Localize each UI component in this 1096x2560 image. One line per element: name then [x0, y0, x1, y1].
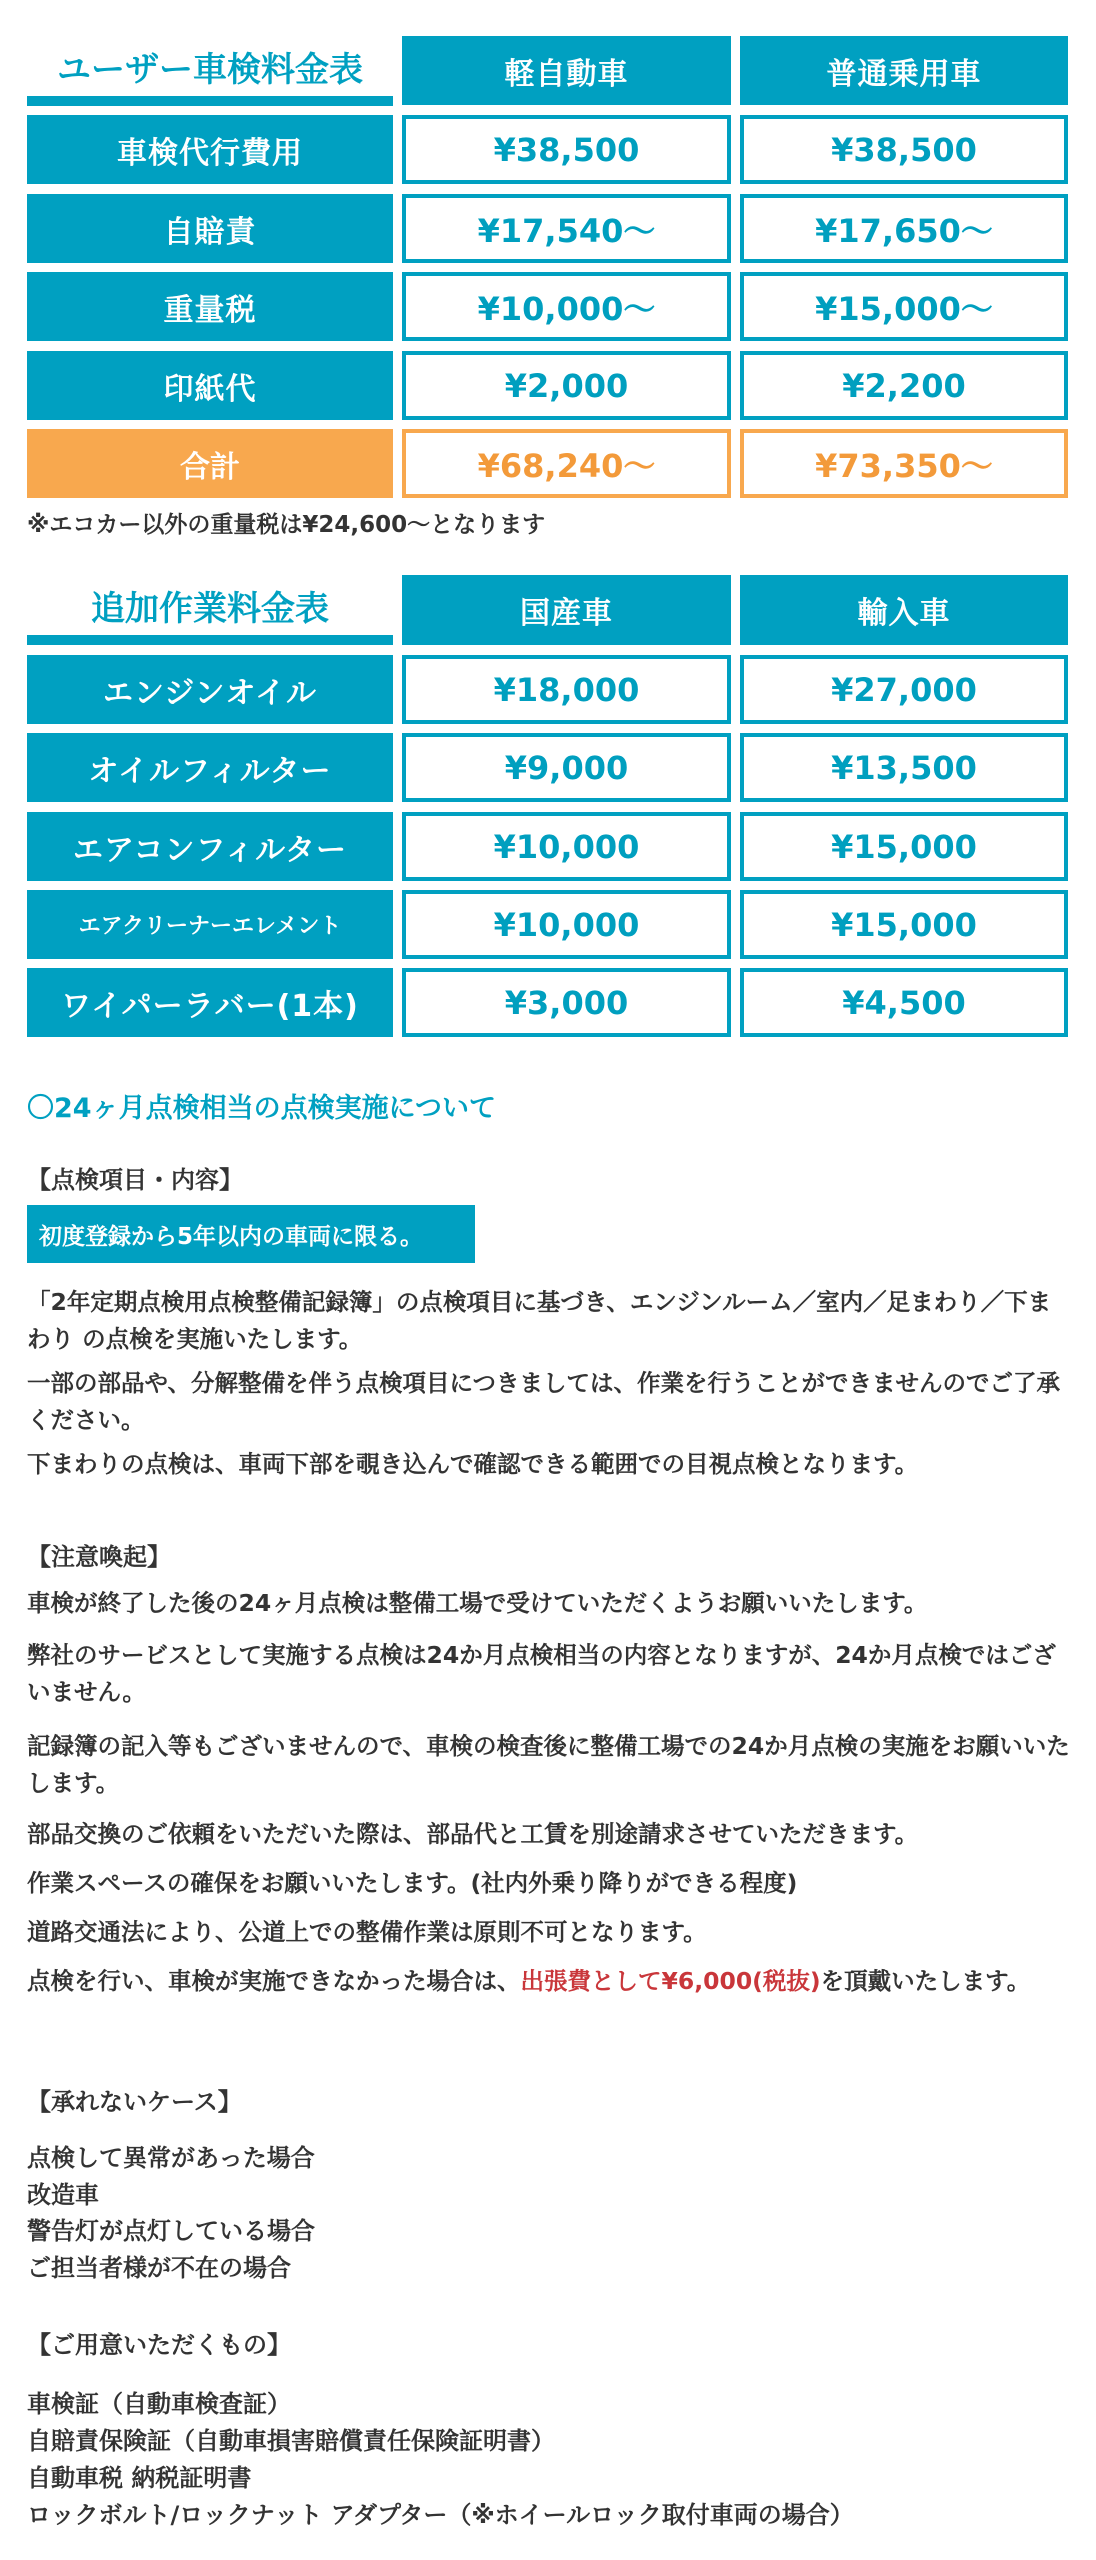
price-cell: ¥2,000 [402, 351, 731, 420]
row-label-insurance: 自賠責 [27, 194, 393, 263]
row-label-ac-filter: エアコンフィルター [27, 812, 393, 881]
price-cell: ¥15,000～ [740, 272, 1068, 341]
paragraph: 下まわりの点検は、車両下部を覗き込んで確認できる範囲での目視点検となります。 [27, 1450, 919, 1478]
list-item: 車検証（自動車検査証） [27, 2390, 291, 2418]
price-cell: ¥10,000～ [402, 272, 731, 341]
list-item: 警告灯が点灯している場合 [27, 2217, 315, 2245]
paragraph: 弊社のサービスとして実施する点検は24か月点検相当の内容となりますが、24か月点検ではございません。 [27, 1641, 1056, 1706]
table-title: 追加作業料金表 [91, 589, 329, 629]
list-item: 自動車税 納税証明書 [27, 2464, 252, 2492]
price-cell: ¥17,540～ [402, 194, 731, 263]
price-cell: ¥2,200 [740, 351, 1068, 420]
row-label-total: 合計 [27, 429, 393, 498]
column-header-futsu: 普通乗用車 [740, 36, 1068, 105]
price-cell: ¥13,500 [740, 733, 1068, 802]
row-label-air-cleaner: エアクリーナーエレメント [27, 890, 393, 959]
row-label-stamp-fee: 印紙代 [27, 351, 393, 420]
price-cell: ¥4,500 [740, 968, 1068, 1037]
paragraph: 部品交換のご依頼をいただいた際は、部品代と工賃を別途請求させていただきます。 [27, 1820, 919, 1848]
column-header-imported: 輸入車 [740, 575, 1068, 645]
price-cell: ¥38,500 [402, 115, 731, 184]
list-item: 自賠責保険証（自動車損害賠償責任保険証明書） [27, 2427, 555, 2455]
row-label-weight-tax: 重量税 [27, 272, 393, 341]
paragraph: 道路交通法により、公道上での整備作業は原則不可となります。 [27, 1918, 707, 1946]
total-price-cell: ¥68,240～ [402, 429, 731, 498]
row-label-engine-oil: エンジンオイル [27, 655, 393, 724]
fee-paragraph [27, 1963, 1072, 2000]
total-price-cell: ¥73,350～ [740, 429, 1068, 498]
price-cell: ¥15,000 [740, 890, 1068, 959]
list-item: ロックボルト/ロックナット アダプター（※ホイールロック取付車両の場合） [27, 2501, 854, 2529]
sub-heading-not-accepted: 【承れないケース】 [27, 2088, 242, 2116]
paragraph: 作業スペースの確保をお願いいたします。(社内外乗り降りができる程度) [27, 1869, 798, 1897]
row-label-wiper-rubber: ワイパーラバー(1本) [27, 968, 393, 1037]
price-cell: ¥9,000 [402, 733, 731, 802]
fee-highlight: 出張費として¥6,000(税抜) [520, 1967, 821, 1995]
list-item: 改造車 [27, 2181, 99, 2209]
row-label-agency-fee: 車検代行費用 [27, 115, 393, 184]
paragraph: 一部の部品や、分解整備を伴う点検項目につきましては、作業を行うことができませんのでご了承ください。 [27, 1369, 1061, 1434]
sub-heading-prepare: 【ご用意いただくもの】 [27, 2331, 291, 2359]
column-header-kei: 軽自動車 [402, 36, 731, 105]
sub-heading-items: 【点検項目・内容】 [27, 1166, 243, 1194]
list-item: ご担当者様が不在の場合 [27, 2254, 291, 2282]
list-item: 点検して異常があった場合 [27, 2144, 315, 2172]
table-title: ユーザー車検料金表 [57, 50, 363, 90]
price-cell: ¥10,000 [402, 890, 731, 959]
fee-text: 点検を行い、車検が実施できなかった場合は、 [27, 1967, 521, 1995]
paragraph: 記録簿の記入等もございませんので、車検の検査後に整備工場での24か月点検の実施をお願いいたします。 [27, 1732, 1070, 1797]
fee-text: を頂戴いたします。 [820, 1967, 1031, 1995]
price-cell: ¥38,500 [740, 115, 1068, 184]
weight-tax-note: ※エコカー以外の重量税は¥24,600～となります [27, 512, 546, 538]
eligibility-banner: 初度登録から5年以内の車両に限る。 [27, 1205, 475, 1263]
paragraph: 「2年定期点検用点検整備記録簿」の点検項目に基づき、エンジンルーム／室内／足まわり／下まわり の点検を実施いたします。 [27, 1288, 1052, 1353]
section-heading: 〇24ヶ月点検相当の点検実施について [27, 1093, 497, 1124]
column-header-domestic: 国産車 [402, 575, 731, 645]
price-cell: ¥3,000 [402, 968, 731, 1037]
price-cell: ¥10,000 [402, 812, 731, 881]
title-underline [27, 96, 393, 106]
sub-heading-caution: 【注意喚起】 [27, 1543, 171, 1571]
price-cell: ¥18,000 [402, 655, 731, 724]
paragraph: 車検が終了した後の24ヶ月点検は整備工場で受けていただくようお願いいたします。 [27, 1589, 928, 1617]
title-underline [27, 635, 393, 645]
price-cell: ¥17,650～ [740, 194, 1068, 263]
price-cell: ¥27,000 [740, 655, 1068, 724]
price-cell: ¥15,000 [740, 812, 1068, 881]
row-label-oil-filter: オイルフィルター [27, 733, 393, 802]
